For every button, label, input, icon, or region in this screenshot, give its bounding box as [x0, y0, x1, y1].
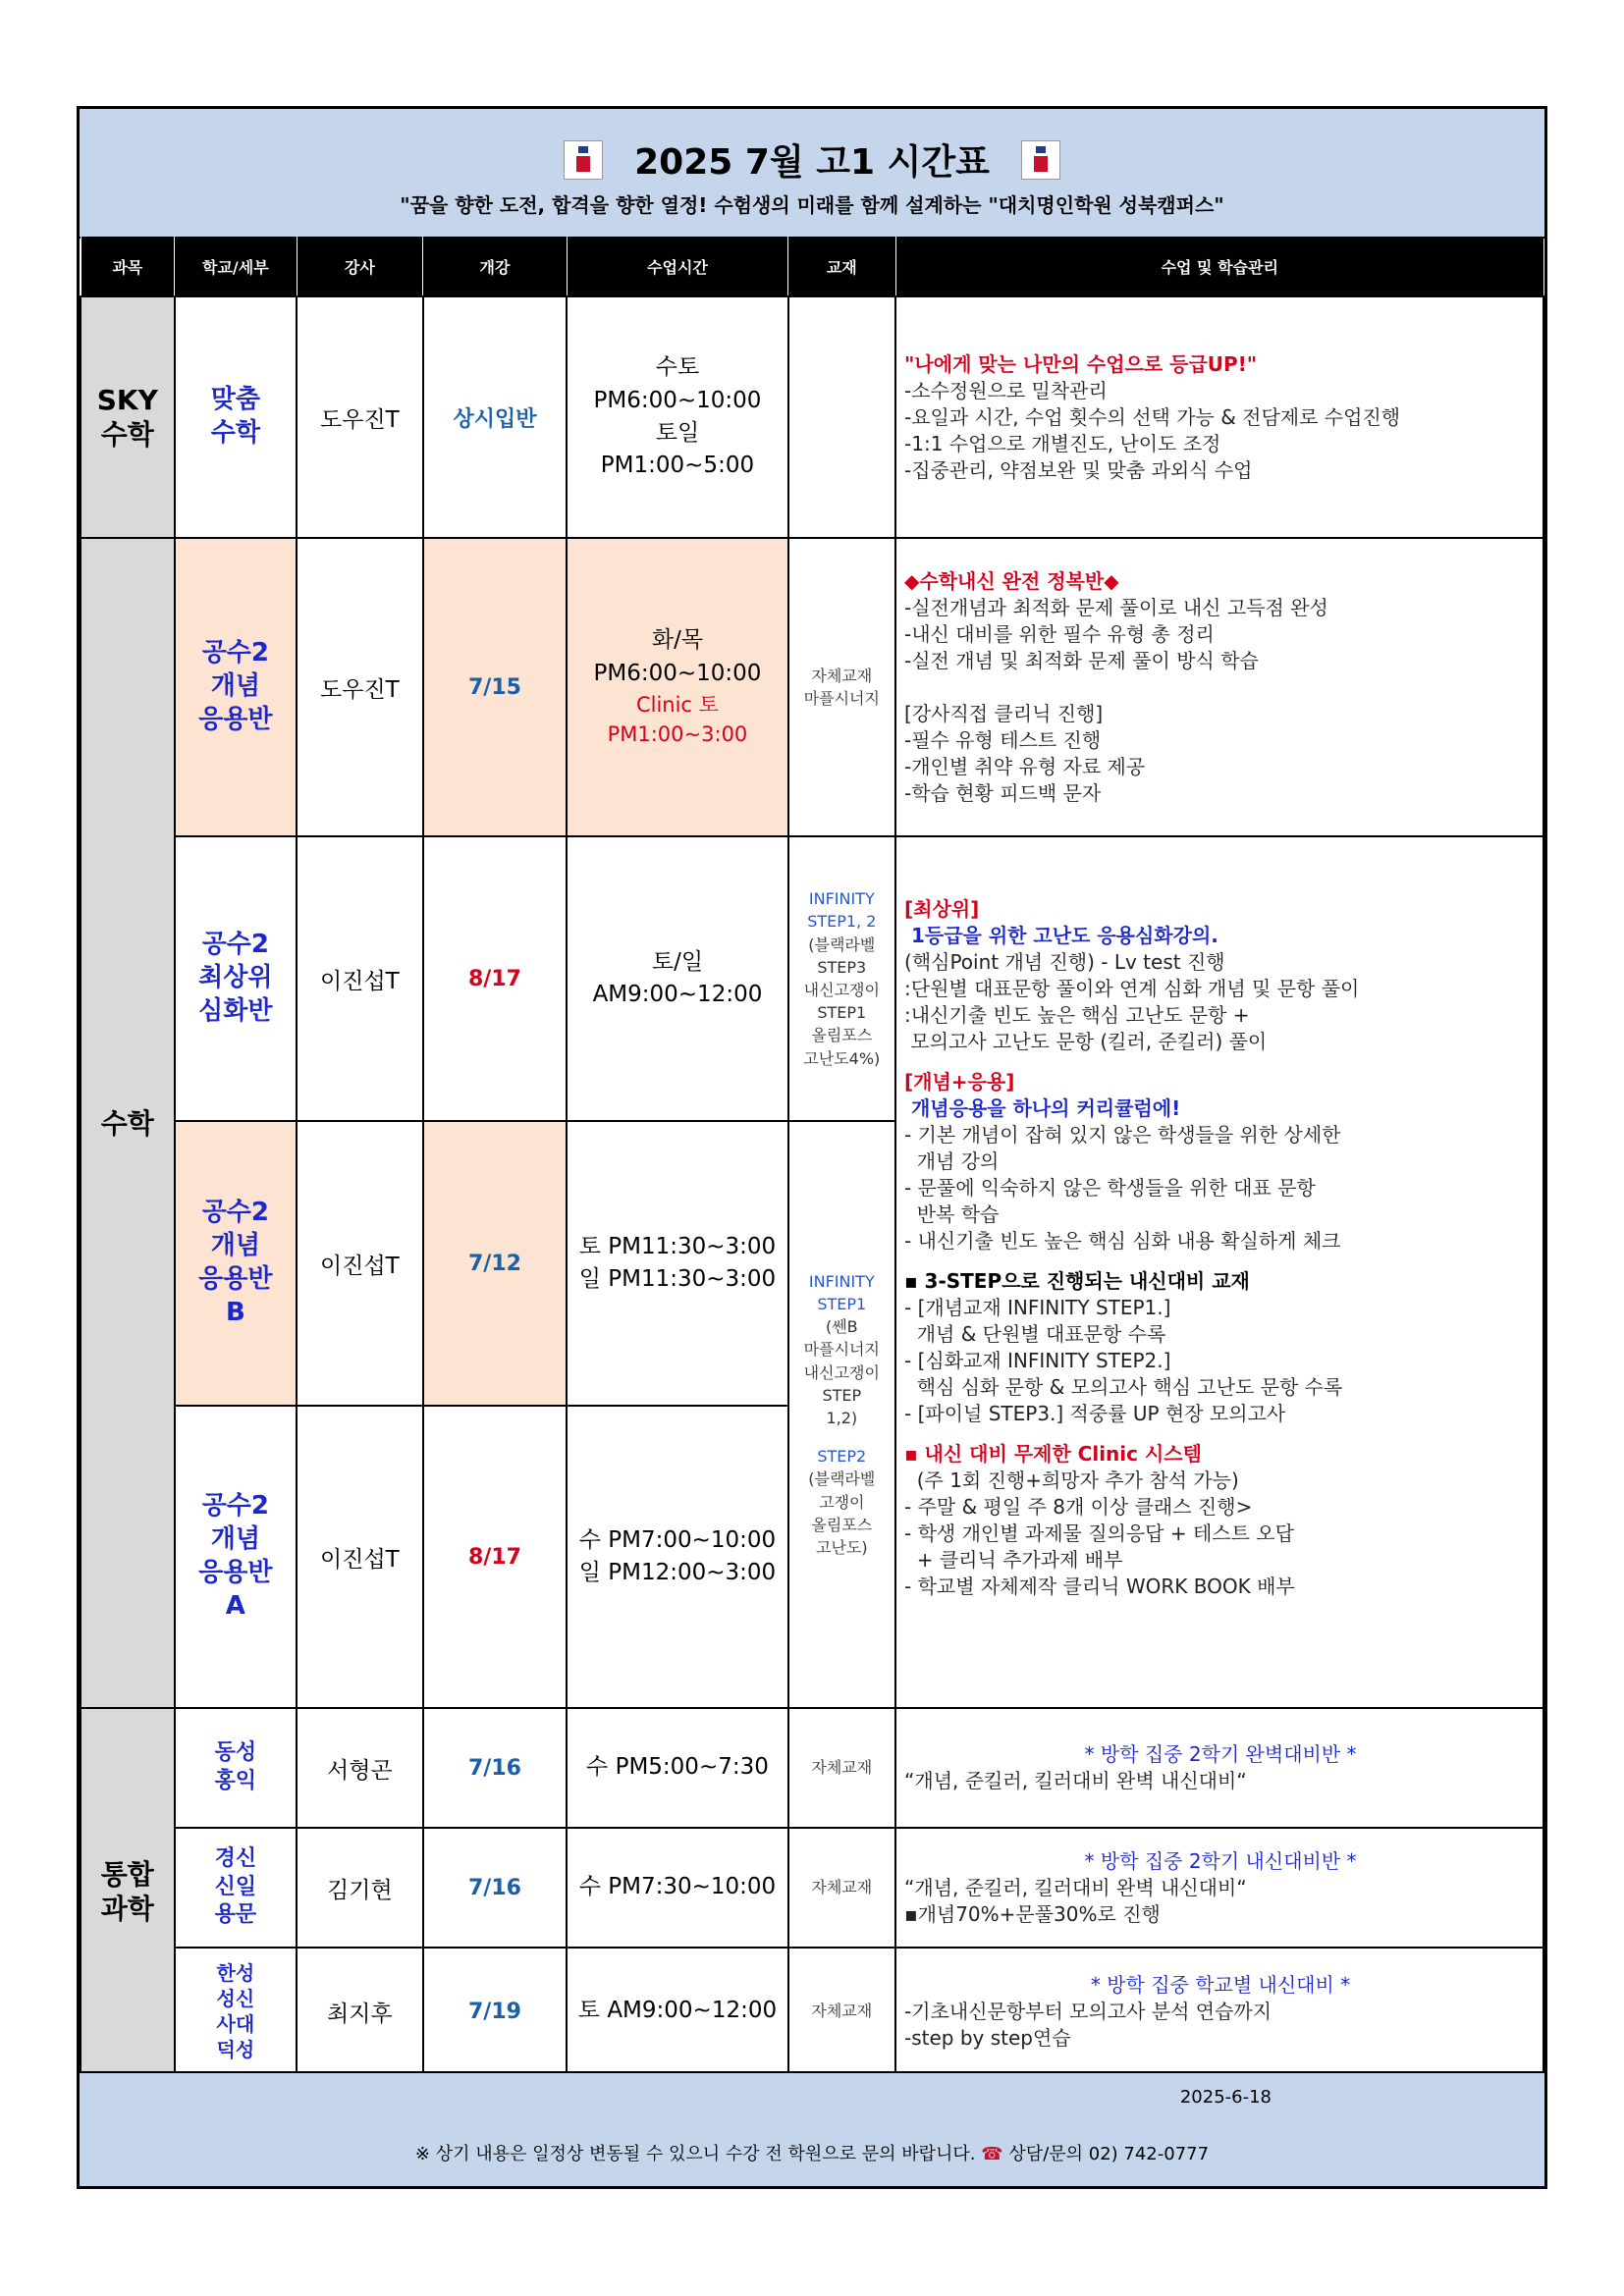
course-cell: 공수2 개념 응용반 B [175, 1121, 298, 1406]
academy-logo-icon [564, 140, 603, 180]
time-cell: 수토 PM6:00~10:00 토일 PM1:00~5:00 [567, 296, 787, 538]
book-cell: 자체교재 [788, 1708, 895, 1828]
course-cell: 공수2 개념 응용반 A [175, 1406, 298, 1708]
subject-cell: 수학 [81, 538, 175, 1708]
course-cell: 맞춤 수학 [175, 296, 298, 538]
description-cell: ◆수학내신 완전 정복반◆ -실전개념과 최적화 문제 풀이로 내신 고득점 완성 -내신 대비를 위한 필수 유형 총 정리 -실전 개념 및 최적화 문제 풀이 방식 학습 [강사직접 클리닉 진행] -필수 유형 테스트 진행 -개인별 취약 유형 자료 제공 -학습 현황 피드백 문자 [895, 538, 1543, 836]
phone-icon: ☎ [981, 2144, 1003, 2164]
column-header: 과목 [81, 237, 175, 296]
schedule-table [80, 237, 1544, 2076]
table-header-row [81, 237, 1543, 296]
start-cell: 8/17 [423, 836, 568, 1121]
book-cell: INFINITY STEP1 (쎈B 마플시너지 내신고쟁이 STEP 1,2) STEP2 (블랙라벨 고쟁이 올림포스 고난도) [788, 1121, 895, 1708]
teacher-cell: 서형곤 [297, 1708, 422, 1828]
start-cell: 7/15 [423, 538, 568, 836]
table-row [81, 836, 1543, 1121]
column-header: 수업 및 학습관리 [895, 237, 1543, 296]
course-cell: 동성 홍익 [175, 1708, 298, 1828]
start-cell: 8/17 [423, 1406, 568, 1708]
start-cell: 7/16 [423, 1708, 568, 1828]
time-cell: 수 PM7:00~10:00 일 PM12:00~3:00 [567, 1406, 787, 1708]
contact-phone: 상담/문의 02) 742-0777 [1008, 2144, 1210, 2164]
table-row [81, 296, 1543, 538]
description-cell: * 방학 집중 2학기 내신대비반 * “개념, 준킬러, 킬러대비 완벽 내신대비“ ▪개념70%+문풀30%로 진행 [895, 1828, 1543, 1948]
time-cell: 토 AM9:00~12:00 [567, 1948, 787, 2075]
subject-cell: 통합 과학 [81, 1708, 175, 2075]
teacher-cell: 이진섭T [297, 836, 422, 1121]
book-cell [788, 296, 895, 538]
table-row [81, 1828, 1543, 1948]
page-title: 2025 7월 고1 시간표 [634, 142, 990, 183]
time-cell: 토 PM11:30~3:00 일 PM11:30~3:00 [567, 1121, 787, 1406]
book-cell: 자체교재 [788, 1948, 895, 2075]
table-row [81, 1708, 1543, 1828]
start-cell: 7/16 [423, 1828, 568, 1948]
sheet-header [80, 109, 1544, 239]
footer-note: ※ 상기 내용은 일정상 변동될 수 있으니 수강 전 학원으로 문의 바랍니다. ☎ 상담/문의 02) 742-0777 [414, 2144, 1210, 2164]
table-row [81, 1948, 1543, 2075]
book-cell: INFINITY STEP1, 2 (블랙라벨 STEP3 내신고쟁이 STEP1 올림포스 고난도4%) [788, 836, 895, 1121]
start-cell: 7/12 [423, 1121, 568, 1406]
timetable-sheet [77, 106, 1547, 2189]
description-cell: "나에게 맞는 나만의 수업으로 등급UP!" -소수정원으로 밀착관리 -요일과 시간, 수업 횟수의 선택 가능 & 전담제로 수업진행 -1:1 수업으로 개별진도, 난이도 조정 -집중관리, 약점보완 및 맞춤 과외식 수업 [895, 296, 1543, 538]
start-cell: 7/19 [423, 1948, 568, 2075]
book-cell: 자체교재 마플시너지 [788, 538, 895, 836]
column-header: 학교/세부 [175, 237, 298, 296]
teacher-cell: 이진섭T [297, 1406, 422, 1708]
teacher-cell: 도우진T [297, 296, 422, 538]
course-cell: 한성 성신 사대 덕성 [175, 1948, 298, 2075]
column-header: 수업시간 [567, 237, 787, 296]
subject-cell: SKY 수학 [81, 296, 175, 538]
course-cell: 경신 신일 용문 [175, 1828, 298, 1948]
time-cell: 화/목 PM6:00~10:00 Clinic 토 PM1:00~3:00 [567, 538, 787, 836]
column-header: 개강 [423, 237, 568, 296]
course-cell: 공수2 최상위 심화반 [175, 836, 298, 1121]
table-row [81, 538, 1543, 836]
column-header: 교재 [788, 237, 895, 296]
teacher-cell: 이진섭T [297, 1121, 422, 1406]
teacher-cell: 최지후 [297, 1948, 422, 2075]
sheet-footer [80, 2071, 1544, 2186]
time-cell: 수 PM5:00~7:30 [567, 1708, 787, 1828]
book-cell: 자체교재 [788, 1828, 895, 1948]
column-header: 강사 [297, 237, 422, 296]
start-cell: 상시입반 [423, 296, 568, 538]
page-subtitle: "꿈을 향한 도전, 합격을 향한 열정! 수험생의 미래를 함께 설계하는 "대치명인학원 성북캠퍼스" [400, 193, 1224, 217]
time-cell: 토/일 AM9:00~12:00 [567, 836, 787, 1121]
academy-logo-icon [1021, 140, 1060, 180]
description-cell: * 방학 집중 학교별 내신대비 * -기초내신문항부터 모의고사 분석 연습까지 -step by step연습 [895, 1948, 1543, 2075]
description-cell: [최상위] 1등급을 위한 고난도 응용심화강의. (핵심Point 개념 진행) - Lv test 진행 :단원별 대표문항 풀이와 연계 심화 개념 및 문항 풀이 :내신기출 빈도 높은 핵심 고난도 문항 + 모의고사 고난도 문항 (킬러, 준킬러) 풀이 [개념+응용] 개념응용을 하나의 커리큘럼에! - 기본 개념이 잡혀 있지 않은 학생들을 위한 상세한 개념 강의 - 문풀에 익숙하지 않은 학생들을 위한 대표 문항 반복 학습 - 내신기출 빈도 높은 핵심 심화 내용 확실하게 체크 ▪ 3-STEP으로 진행되는 내신대비 교재 - [개념교재 INFINITY STEP1.] 개념 & 단원별 대표문항 수록 - [심화교재 INFINITY STEP2.] 핵심 심화 문항 & 모의고사 핵심 고난도 문항 수록 - [파이널 STEP3.] 적중률 UP 현장 모의고사 ▪ 내신 대비 무제한 Clinic 시스템 (주 1회 진행+희망자 추가 참석 가능) - 주말 & 평일 주 8개 이상 클래스 진행> - 학생 개인별 과제물 질의응답 + 테스트 오답 + 클리닉 추가과제 배부 - 학교별 자체제작 클리닉 WORK BOOK 배부 [895, 836, 1543, 1708]
course-cell: 공수2 개념 응용반 [175, 538, 298, 836]
description-cell: * 방학 집중 2학기 완벽대비반 * “개념, 준킬러, 킬러대비 완벽 내신대비“ [895, 1708, 1543, 1828]
issue-date: 2025-6-18 [1179, 2087, 1272, 2108]
teacher-cell: 도우진T [297, 538, 422, 836]
teacher-cell: 김기현 [297, 1828, 422, 1948]
time-cell: 수 PM7:30~10:00 [567, 1828, 787, 1948]
